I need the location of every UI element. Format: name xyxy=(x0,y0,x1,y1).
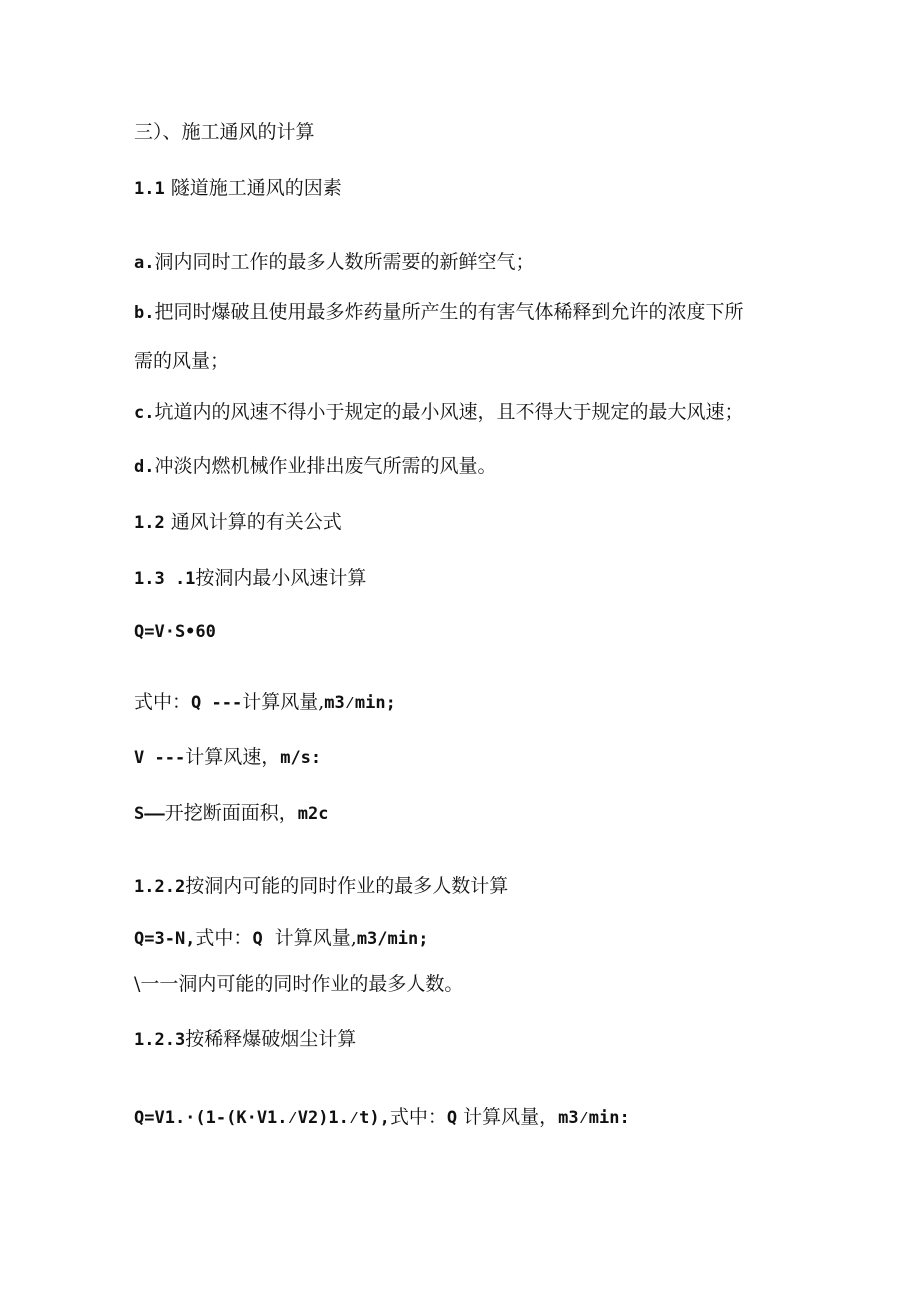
symbol: V --- xyxy=(134,748,186,768)
subsection-title: 按稀释爆破烟尘计算 xyxy=(185,1028,357,1050)
symbol: \ xyxy=(134,973,141,995)
definition-text: 计算风量， xyxy=(457,1106,559,1128)
symbol: Q xyxy=(252,929,263,949)
unit: m/s: xyxy=(280,748,322,768)
subsection-title: 通风计算的有关公式 xyxy=(164,511,342,533)
factor-b xyxy=(134,300,744,325)
symbol: Q xyxy=(446,1108,458,1128)
symbol: Q --- xyxy=(191,693,243,713)
subsection-number: 1.2.2 xyxy=(134,877,186,897)
factor-text: 冲淡内燃机械作业排出废气所需的风量。 xyxy=(154,455,497,477)
subsection-1-2-3 xyxy=(134,1027,356,1052)
formula-blast-smoke xyxy=(134,1105,630,1130)
unit: m2c xyxy=(297,804,329,824)
subsection-number: 1.2.3 xyxy=(134,1030,186,1050)
section-heading xyxy=(134,120,315,144)
definition-n xyxy=(134,972,463,996)
definition-text: 一一洞内可能的同时作业的最多人数。 xyxy=(140,973,464,995)
subsection-number: 1.3 .1 xyxy=(134,569,196,589)
factor-text: 把同时爆破且使用最多炸药量所产生的有害气体稀释到允许的浓度下所 xyxy=(154,301,744,323)
factor-label: a. xyxy=(134,253,155,273)
factor-label: c. xyxy=(134,403,155,423)
factor-text: 需的风量； xyxy=(134,350,230,372)
formula-text: Q=V·S•60 xyxy=(134,622,216,642)
definition-prefix: 式中： xyxy=(389,1106,447,1128)
factor-label: b. xyxy=(134,303,155,323)
definition-prefix: 式中： xyxy=(195,927,253,949)
unit: m3/min; xyxy=(356,929,429,949)
definition-text: 计算风量, xyxy=(242,691,325,713)
factor-text: 洞内同时工作的最多人数所需要的新鲜空气； xyxy=(154,251,535,273)
definition-prefix: 式中： xyxy=(134,691,192,713)
subsection-1-2 xyxy=(134,510,342,535)
subsection-number: 1.2 xyxy=(134,513,165,533)
subsection-1-3-1 xyxy=(134,566,366,591)
definition-text: 计算风量, xyxy=(262,927,357,949)
subsection-title: 隧道施工通风的因素 xyxy=(170,177,342,199)
factor-b-continued xyxy=(134,349,229,373)
subsection-title: 按洞内最小风速计算 xyxy=(195,567,367,589)
formula-max-people xyxy=(134,926,428,951)
factor-text: 坑道内的风速不得小于规定的最小风速，且不得大于规定的最大风速； xyxy=(154,401,744,423)
unit: m3⁄min; xyxy=(324,693,396,713)
unit: m3⁄min: xyxy=(558,1108,630,1128)
definition-s xyxy=(134,801,328,826)
definition-text: 计算风速， xyxy=(185,746,281,768)
symbol: S—— xyxy=(134,804,165,824)
definition-v xyxy=(134,745,321,770)
subsection-title: 按洞内可能的同时作业的最多人数计算 xyxy=(185,875,509,897)
factor-d xyxy=(134,454,497,479)
factor-label: d. xyxy=(134,457,155,477)
subsection-1-2-2 xyxy=(134,874,508,899)
factor-a xyxy=(134,250,535,275)
subsection-1-1 xyxy=(134,176,342,201)
subsection-number: 1.1 xyxy=(134,179,165,199)
definition-q xyxy=(134,690,396,715)
formula-text: Q=3-N, xyxy=(134,929,196,949)
factor-c xyxy=(134,400,744,425)
definition-text: 开挖断面面积， xyxy=(164,802,298,824)
formula-min-wind-speed xyxy=(134,619,216,644)
formula-text: Q=V1.·(1-(K·V1.⁄V2)1.⁄t), xyxy=(134,1108,390,1128)
heading-text: 三）、施工通风的计算 xyxy=(134,121,315,143)
